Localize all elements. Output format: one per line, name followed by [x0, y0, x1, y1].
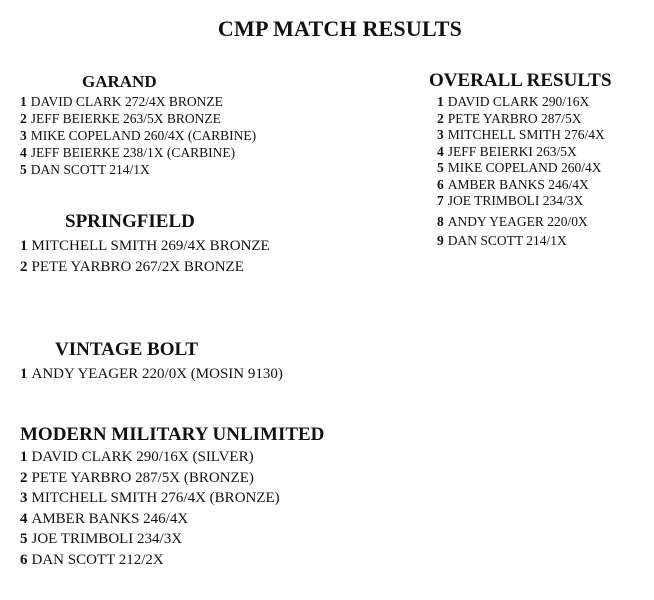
entry-text: JEFF BEIERKE 238/1X (CARBINE) — [30, 145, 236, 160]
entry-rank: 1 — [20, 449, 28, 465]
result-entry — [437, 160, 612, 177]
result-entry — [20, 468, 324, 489]
entry-text: DAN SCOTT 212/2X — [31, 551, 164, 568]
entry-rank: 2 — [20, 258, 28, 275]
result-entry — [20, 447, 324, 468]
entry-text: ANDY YEAGER 220/0X — [447, 213, 588, 229]
entry-text: PETE YARBRO 287/5X — [447, 110, 582, 126]
entry-text: MIKE COPELAND 260/4X — [447, 160, 602, 175]
entry-text: MITCHELL SMITH 276/4X — [447, 127, 605, 142]
result-entry — [20, 509, 324, 530]
overall-results-list — [429, 94, 612, 250]
modern-military-section — [20, 424, 324, 570]
vintage-bolt-results-list — [20, 364, 283, 385]
entry-text: JOE TRIMBOLI 234/3X — [31, 531, 183, 547]
vintage-bolt-section — [20, 339, 283, 385]
entry-rank: 2 — [437, 110, 444, 126]
entry-rank: 5 — [20, 531, 28, 547]
entry-rank: 3 — [20, 128, 27, 143]
garand-results-list — [20, 93, 256, 178]
entry-text: ANDY YEAGER 220/0X (MOSIN 9130) — [31, 366, 283, 382]
entry-rank: 5 — [437, 160, 444, 175]
springfield-results-list — [20, 236, 270, 277]
page-title: CMP MATCH RESULTS — [217, 16, 463, 41]
entry-text: JOE TRIMBOLI 234/3X — [447, 193, 584, 208]
springfield-section — [20, 211, 270, 277]
result-entry — [20, 144, 256, 161]
entry-text: DAN SCOTT 214/1X — [447, 233, 567, 248]
entry-rank: 5 — [20, 162, 27, 177]
entry-text: MIKE COPELAND 260/4X (CARBINE) — [30, 128, 257, 143]
entry-text: MITCHELL SMITH 276/4X (BRONZE) — [31, 490, 280, 506]
result-entry — [20, 236, 270, 257]
garand-heading: GARAND — [82, 72, 157, 91]
entry-rank: 6 — [437, 176, 444, 192]
entry-text: AMBER BANKS 246/4X — [31, 510, 189, 527]
entry-rank: 1 — [20, 366, 28, 382]
springfield-heading: SPRINGFIELD — [65, 211, 195, 232]
entry-text: DAVID CLARK 272/4X BRONZE — [30, 94, 223, 109]
entry-rank: 3 — [437, 127, 444, 142]
entry-text: PETE YARBRO 267/2X BRONZE — [31, 258, 244, 275]
result-entry — [20, 127, 256, 144]
vintage-bolt-heading: VINTAGE BOLT — [55, 339, 199, 360]
result-entry — [20, 93, 256, 110]
garand-section — [20, 72, 256, 178]
entry-rank: 4 — [20, 510, 28, 527]
entry-rank: 2 — [20, 469, 28, 486]
result-entry — [20, 488, 324, 509]
entry-rank: 3 — [20, 490, 28, 506]
entry-text: JEFF BEIERKE 263/5X BRONZE — [30, 111, 221, 126]
entry-text: MITCHELL SMITH 269/4X BRONZE — [31, 238, 270, 254]
result-entry — [20, 110, 256, 127]
entry-rank: 1 — [20, 238, 28, 254]
result-entry — [20, 364, 283, 385]
result-entry — [20, 529, 324, 550]
result-entry — [20, 257, 270, 278]
entry-rank: 6 — [20, 551, 28, 568]
result-entry — [20, 161, 256, 178]
modern-military-results-list — [20, 447, 324, 570]
result-entry — [437, 233, 612, 250]
entry-text: DAVID CLARK 290/16X — [447, 94, 590, 109]
result-entry — [20, 550, 324, 571]
entry-rank: 2 — [20, 111, 27, 126]
result-entry — [437, 193, 612, 210]
entry-rank: 8 — [437, 213, 444, 229]
entry-text: PETE YARBRO 287/5X (BRONZE) — [31, 469, 254, 486]
entry-rank: 1 — [437, 94, 444, 109]
entry-text: DAN SCOTT 214/1X — [30, 162, 150, 177]
entry-rank: 1 — [20, 94, 27, 109]
entry-rank: 4 — [437, 143, 444, 159]
overall-results-section — [429, 70, 612, 250]
result-entry — [437, 214, 612, 231]
result-entry — [437, 111, 612, 128]
result-entry — [437, 94, 612, 111]
entry-text: DAVID CLARK 290/16X (SILVER) — [31, 449, 254, 465]
overall-results-heading: OVERALL RESULTS — [429, 70, 612, 91]
result-entry — [437, 177, 612, 194]
result-entry — [437, 144, 612, 161]
entry-text: JEFF BEIERKI 263/5X — [447, 143, 577, 159]
modern-military-heading: MODERN MILITARY UNLIMITED — [20, 424, 325, 445]
entry-rank: 9 — [437, 233, 444, 248]
entry-rank: 4 — [20, 145, 27, 160]
entry-text: AMBER BANKS 246/4X — [447, 176, 589, 192]
entry-rank: 7 — [437, 193, 444, 208]
result-entry — [437, 127, 612, 144]
